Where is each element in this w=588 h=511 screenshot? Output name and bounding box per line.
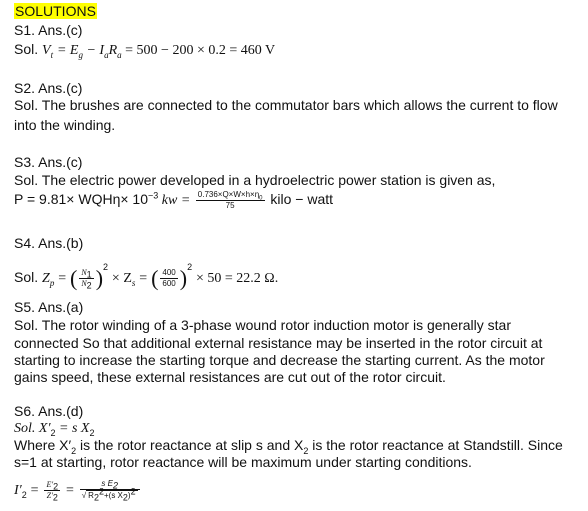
zp-symbol: Z xyxy=(42,271,50,286)
s3-frac-den: 75 xyxy=(225,201,235,210)
s2-line-1: Sol. The brushes are connected to the commutator bars which allows the current to flow xyxy=(14,97,558,113)
s3-formula xyxy=(14,190,333,211)
ia-symbol: − I xyxy=(82,43,105,58)
s1-heading: S1. Ans.(c) xyxy=(14,22,83,38)
s5-line-2: connected So that additional external resistance may be inserted in the rotor circuit at xyxy=(14,335,543,351)
s6-current-equation: $I'_2$ = $\frac{E'_2}{Z'_2}$ = $\frac{s E_2}{√ R_2^2+(s X_2)^2}$ xyxy=(14,473,142,507)
s3-kw: kw = xyxy=(158,193,194,209)
e2-over-z2: $\frac{E'_2}{Z'_2}$ xyxy=(46,479,59,503)
s4-heading: S4. Ans.(b) xyxy=(14,235,84,251)
s4-result: × 50 = 22.2 Ω. xyxy=(196,271,279,286)
s5-line-4: gains speed, these external resistances are cut out of the rotor circuit. xyxy=(14,369,446,385)
s6-heading: S6. Ans.(d) xyxy=(14,403,84,419)
s1-value: = 500 − 200 × 0.2 = 460 V xyxy=(121,43,276,58)
s3-line-1: Sol. The electric power developed in a hydroelectric power station is given as, xyxy=(14,172,496,188)
s6-sol-eq2: = s X xyxy=(55,421,90,436)
s6-equation: Sol. $X'_2 = s$ $X_2$ xyxy=(14,421,95,438)
ra-symbol: R xyxy=(108,43,118,58)
sol-label: Sol. xyxy=(14,269,43,285)
s3-fraction: $\frac{0.736\times Q\times W\times h\times\eta_0}{75}$ xyxy=(197,190,263,210)
turns-ratio: $\frac{400}{600}$ xyxy=(162,267,176,288)
n-ratio: $\frac{N_1}{N_2}$ xyxy=(81,267,92,291)
s4-equation: Sol. $Z_p$ = ( $\frac{N_1}{N_2}$ )$^2 \times Z_s$ = ( $\frac{400}{600}$ )$^2$ × 50 = 22.2 Ω. xyxy=(14,262,279,291)
s3-unit: kilo − watt xyxy=(266,191,334,208)
s3-formula-prefix: P = 9.81× WQHη× 10 xyxy=(14,191,148,208)
eg-symbol: = E xyxy=(56,43,79,58)
sol-label: Sol. xyxy=(14,41,43,57)
solutions-title: SOLUTIONS xyxy=(15,3,96,19)
s6-line-2: s=1 at starting, rotor reactance will be maximum under starting conditions. xyxy=(14,454,472,470)
i2-symbol: I′ xyxy=(14,483,22,498)
solutions-heading xyxy=(14,3,97,20)
s2-line-2: into the winding. xyxy=(14,117,116,133)
s1-equation: Sol. $V_t = E_g - I_aR_a = 500 - 200 \times 0.2 = 460$ V xyxy=(14,41,276,60)
vt-symbol: V xyxy=(42,43,51,58)
current-fraction: $\frac{s E_2}{√ R_2^2+(s X_2)^2}$ xyxy=(80,479,140,501)
s3-exponent: −3 xyxy=(148,190,159,201)
s6-line-1: Where $X'_2$ is the rotor reactance at slip s and $X_2$ is the rotor reactance at Standstill. Since xyxy=(14,437,563,456)
s5-heading: S5. Ans.(a) xyxy=(14,299,84,315)
s3-heading: S3. Ans.(c) xyxy=(14,154,83,170)
s2-heading: S2. Ans.(c) xyxy=(14,80,83,96)
zs-symbol: × Z xyxy=(111,271,132,286)
s3-frac-num: 0.736×Q×W×h×η xyxy=(197,190,260,199)
s5-line-3: starting to increase the starting torque and decrease the starting current. As the motor xyxy=(14,352,545,368)
s5-line-1: Sol. The rotor winding of a 3-phase wound rotor induction motor is generally star xyxy=(14,317,512,333)
s6-sol-eq: Sol. X′ xyxy=(14,421,51,436)
